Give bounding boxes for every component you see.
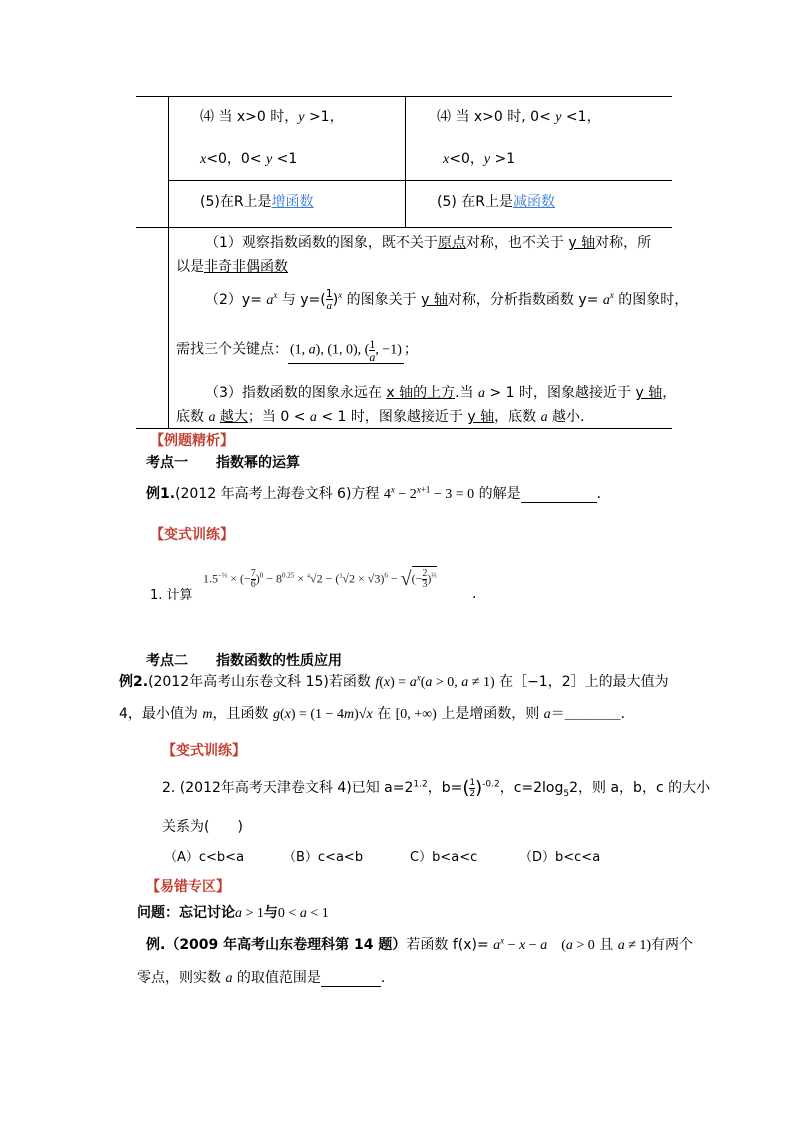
- option-a[interactable]: （A）c<b<a: [164, 850, 245, 865]
- example-2-line1: 例2.(2012年高考山东卷文科 15)若函数 $f(x) = a^x(a > 0$, a ≠ 1) 在［−1，2］上的最大值为: [119, 672, 669, 690]
- table-middle-border: [405, 96, 406, 227]
- variation-2-title: 【变式训练】: [162, 743, 246, 759]
- answer-blank-3[interactable]: [321, 970, 381, 987]
- table-row-divider: [136, 227, 672, 228]
- variation-1-title: 【变式训练】: [150, 527, 234, 543]
- row4-left-line2: x<0，0< y <1: [200, 151, 298, 167]
- row4-right-line2: x<0，y >1: [443, 151, 516, 167]
- error-example-line2: 零点，则实数 a 的取值范围是 .: [137, 970, 386, 986]
- section-examples-title: 【例题精析】: [150, 433, 234, 449]
- note1-line2: 以是非奇非偶函数: [176, 259, 288, 275]
- variation-1-end: .: [472, 586, 477, 602]
- note3-line2: 底数 a 越大；当 0 < a < 1 时，图象越接近于 y 轴，底数 a 越小.: [176, 409, 585, 425]
- note2-line2: 需找三个关键点： (1, a), (1, 0), ( $\frac{1}{a}$, −1) ；: [176, 337, 418, 364]
- option-c[interactable]: C）b<a<c: [410, 850, 478, 865]
- row5-left: (5)在R上是增函数: [200, 194, 314, 210]
- table-row-divider: [168, 180, 672, 181]
- note3-line1: （3）指数函数的图象永远在 x 轴的上方.当 a > 1 时，图象越接近于 y 轴，: [205, 385, 677, 401]
- table-top-border: [136, 96, 672, 97]
- row4-left-line1: ⑷ 当 x>0 时，y >1，: [200, 109, 344, 125]
- error-zone-title: 【易错专区】: [146, 879, 230, 895]
- option-d[interactable]: （D）b<c<a: [519, 850, 601, 865]
- row5-right: (5) 在R上是减函数: [437, 194, 556, 210]
- knowledge-point-1: 考点一 指数幂的运算: [146, 455, 300, 471]
- table-left-inner-border: [168, 96, 169, 428]
- key-points: (1, a), (1, 0), ( $\frac{1}{a}$, −1): [290, 337, 402, 364]
- answer-blank-2[interactable]: ＿＿＿＿: [564, 706, 621, 722]
- variation-2-line1: 2. (2012年高考天津卷文科 4)已知 $a=2^{1.2}$，b=( 1 2)$^{-0.2}$，$c=2\log_52$，则 a，b，c 的大小: [162, 777, 711, 799]
- variation-1-expression: $1.5^{-\frac{1}{3}}$ × (− 7 $6)^0 - 8^{0.25} \times ^4√2 - (^3√2 \times √3)^6$ − √(− 2 3)$^{\frac{2}{3}}$: [203, 568, 437, 590]
- decreasing-function-link[interactable]: 减函数: [513, 194, 556, 210]
- note2-line1: $(2)y= a^x$ 与 y=( $\frac{1}{a})^x$ 的图象关于 y 轴对称，分析指数函数 $y= a^x$ 的图象时，: [205, 287, 689, 312]
- table-bottom-border: [136, 428, 672, 429]
- non-even-odd-term: 非奇非偶函数: [204, 259, 288, 275]
- error-question: 问题：忘记讨论a > 1与0 < a < 1: [137, 905, 329, 921]
- example-2-line2: 4，最小值为 m，且函数 g(x) = (1 − 4m)√x 在 [0, +∞) 上是增函数，则 a＝＿＿＿＿.: [119, 706, 626, 722]
- variation-2-line2: 关系为( ): [162, 819, 243, 835]
- knowledge-point-2: 考点二 指数函数的性质应用: [146, 653, 342, 669]
- example-1: 例1.(2012 年高考上海卷文科 6)方程 $4^x - 2^{x+1} - 3 = 0$ 的解是 .: [146, 484, 602, 502]
- error-example-line1: 例.（2009 年高考山东卷理科第 14 题）若函数 $f(x)= a^x - x - a$ (a > 0 且 a ≠ 1)有两个: [146, 935, 694, 953]
- note1-line1: （1）观察指数函数的图象，既不关于原点对称，也不关于 y 轴对称，所: [205, 235, 652, 251]
- variation-1-item: 1. 计算: [150, 588, 193, 603]
- answer-blank[interactable]: [521, 486, 597, 503]
- option-b[interactable]: （B）c<a<b: [283, 850, 364, 865]
- increasing-function-link[interactable]: 增函数: [271, 194, 314, 210]
- row4-right-line1: ⑷ 当 x>0 时, 0< y <1，: [437, 109, 601, 125]
